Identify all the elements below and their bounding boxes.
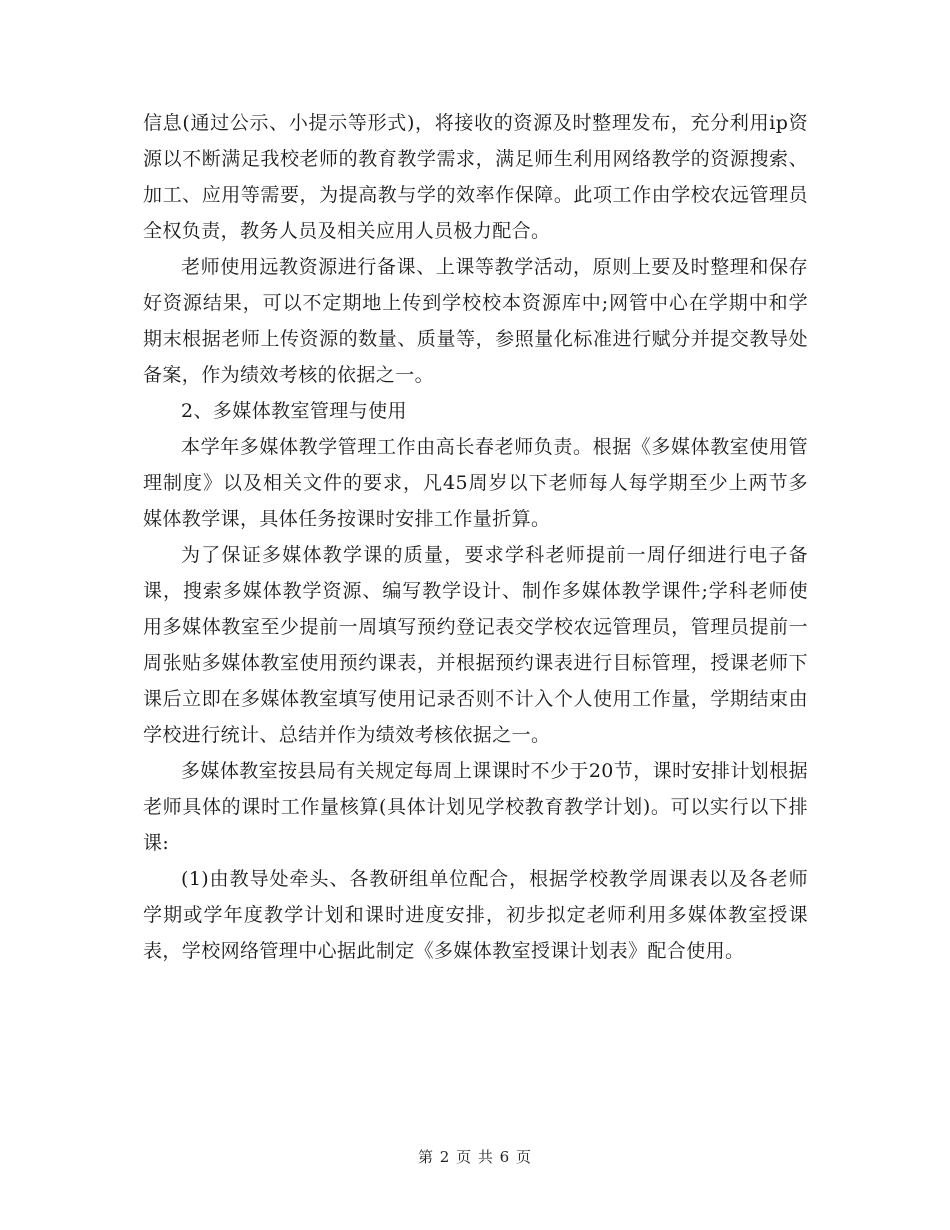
- paragraph-schedule-rule: 多媒体教室按县局有关规定每周上课课时不少于20节，课时安排计划根据老师具体的课时工作量核算(具体计划见学校教育教学计划)。可以实行以下排课:: [143, 760, 808, 854]
- page-number-footer: 第 2 页 共 6 页: [418, 1148, 532, 1166]
- paragraph-continued: 信息(通过公示、小提示等形式)，将接收的资源及时整理发布，充分利用ip资源以不断满足我校老师的教育教学需求，满足师生利用网络教学的资源搜索、加工、应用等需要，为提高教与学的效率作保障。此项工作由学校农远管理员全权负责，教务人员及相关应用人员极力配合。: [143, 112, 808, 242]
- paragraph-resource-usage: 老师使用远教资源进行备课、上课等教学活动，原则上要及时整理和保存好资源结果，可以不定期地上传到学校校本资源库中;网管中心在学期中和学期末根据老师上传资源的数量、质量等，参照量化标准进行赋分并提交教导处备案，作为绩效考核的依据之一。: [143, 256, 808, 386]
- paragraph-quality-requirements: 为了保证多媒体教学课的质量，要求学科老师提前一周仔细进行电子备课，搜索多媒体教学资源、编写教学设计、制作多媒体教学课件;学科老师使用多媒体教室至少提前一周填写预约登记表交学校农远管理员，管理员提前一周张贴多媒体教室使用预约课表，并根据预约课表进行目标管理，授课老师下课后立即在多媒体教室填写使用记录否则不计入个人使用工作量，学期结束由学校进行统计、总结并作为绩效考核依据之一。: [143, 544, 808, 746]
- paragraph-scheduling-item-1: (1)由教导处牵头、各教研组单位配合，根据学校教学周课表以及各老师学期或学年度教学计划和课时进度安排，初步拟定老师利用多媒体教室授课表，学校网络管理中心据此制定《多媒体教室授课计划表》配合使用。: [143, 868, 808, 962]
- document-body: [143, 105, 808, 969]
- section-heading-multimedia: 2、多媒体教室管理与使用: [181, 400, 407, 422]
- paragraph-management-duty: 本学年多媒体教学管理工作由高长春老师负责。根据《多媒体教室使用管理制度》以及相关文件的要求，凡45周岁以下老师每人每学期至少上两节多媒体教学课，具体任务按课时安排工作量折算。: [143, 436, 808, 530]
